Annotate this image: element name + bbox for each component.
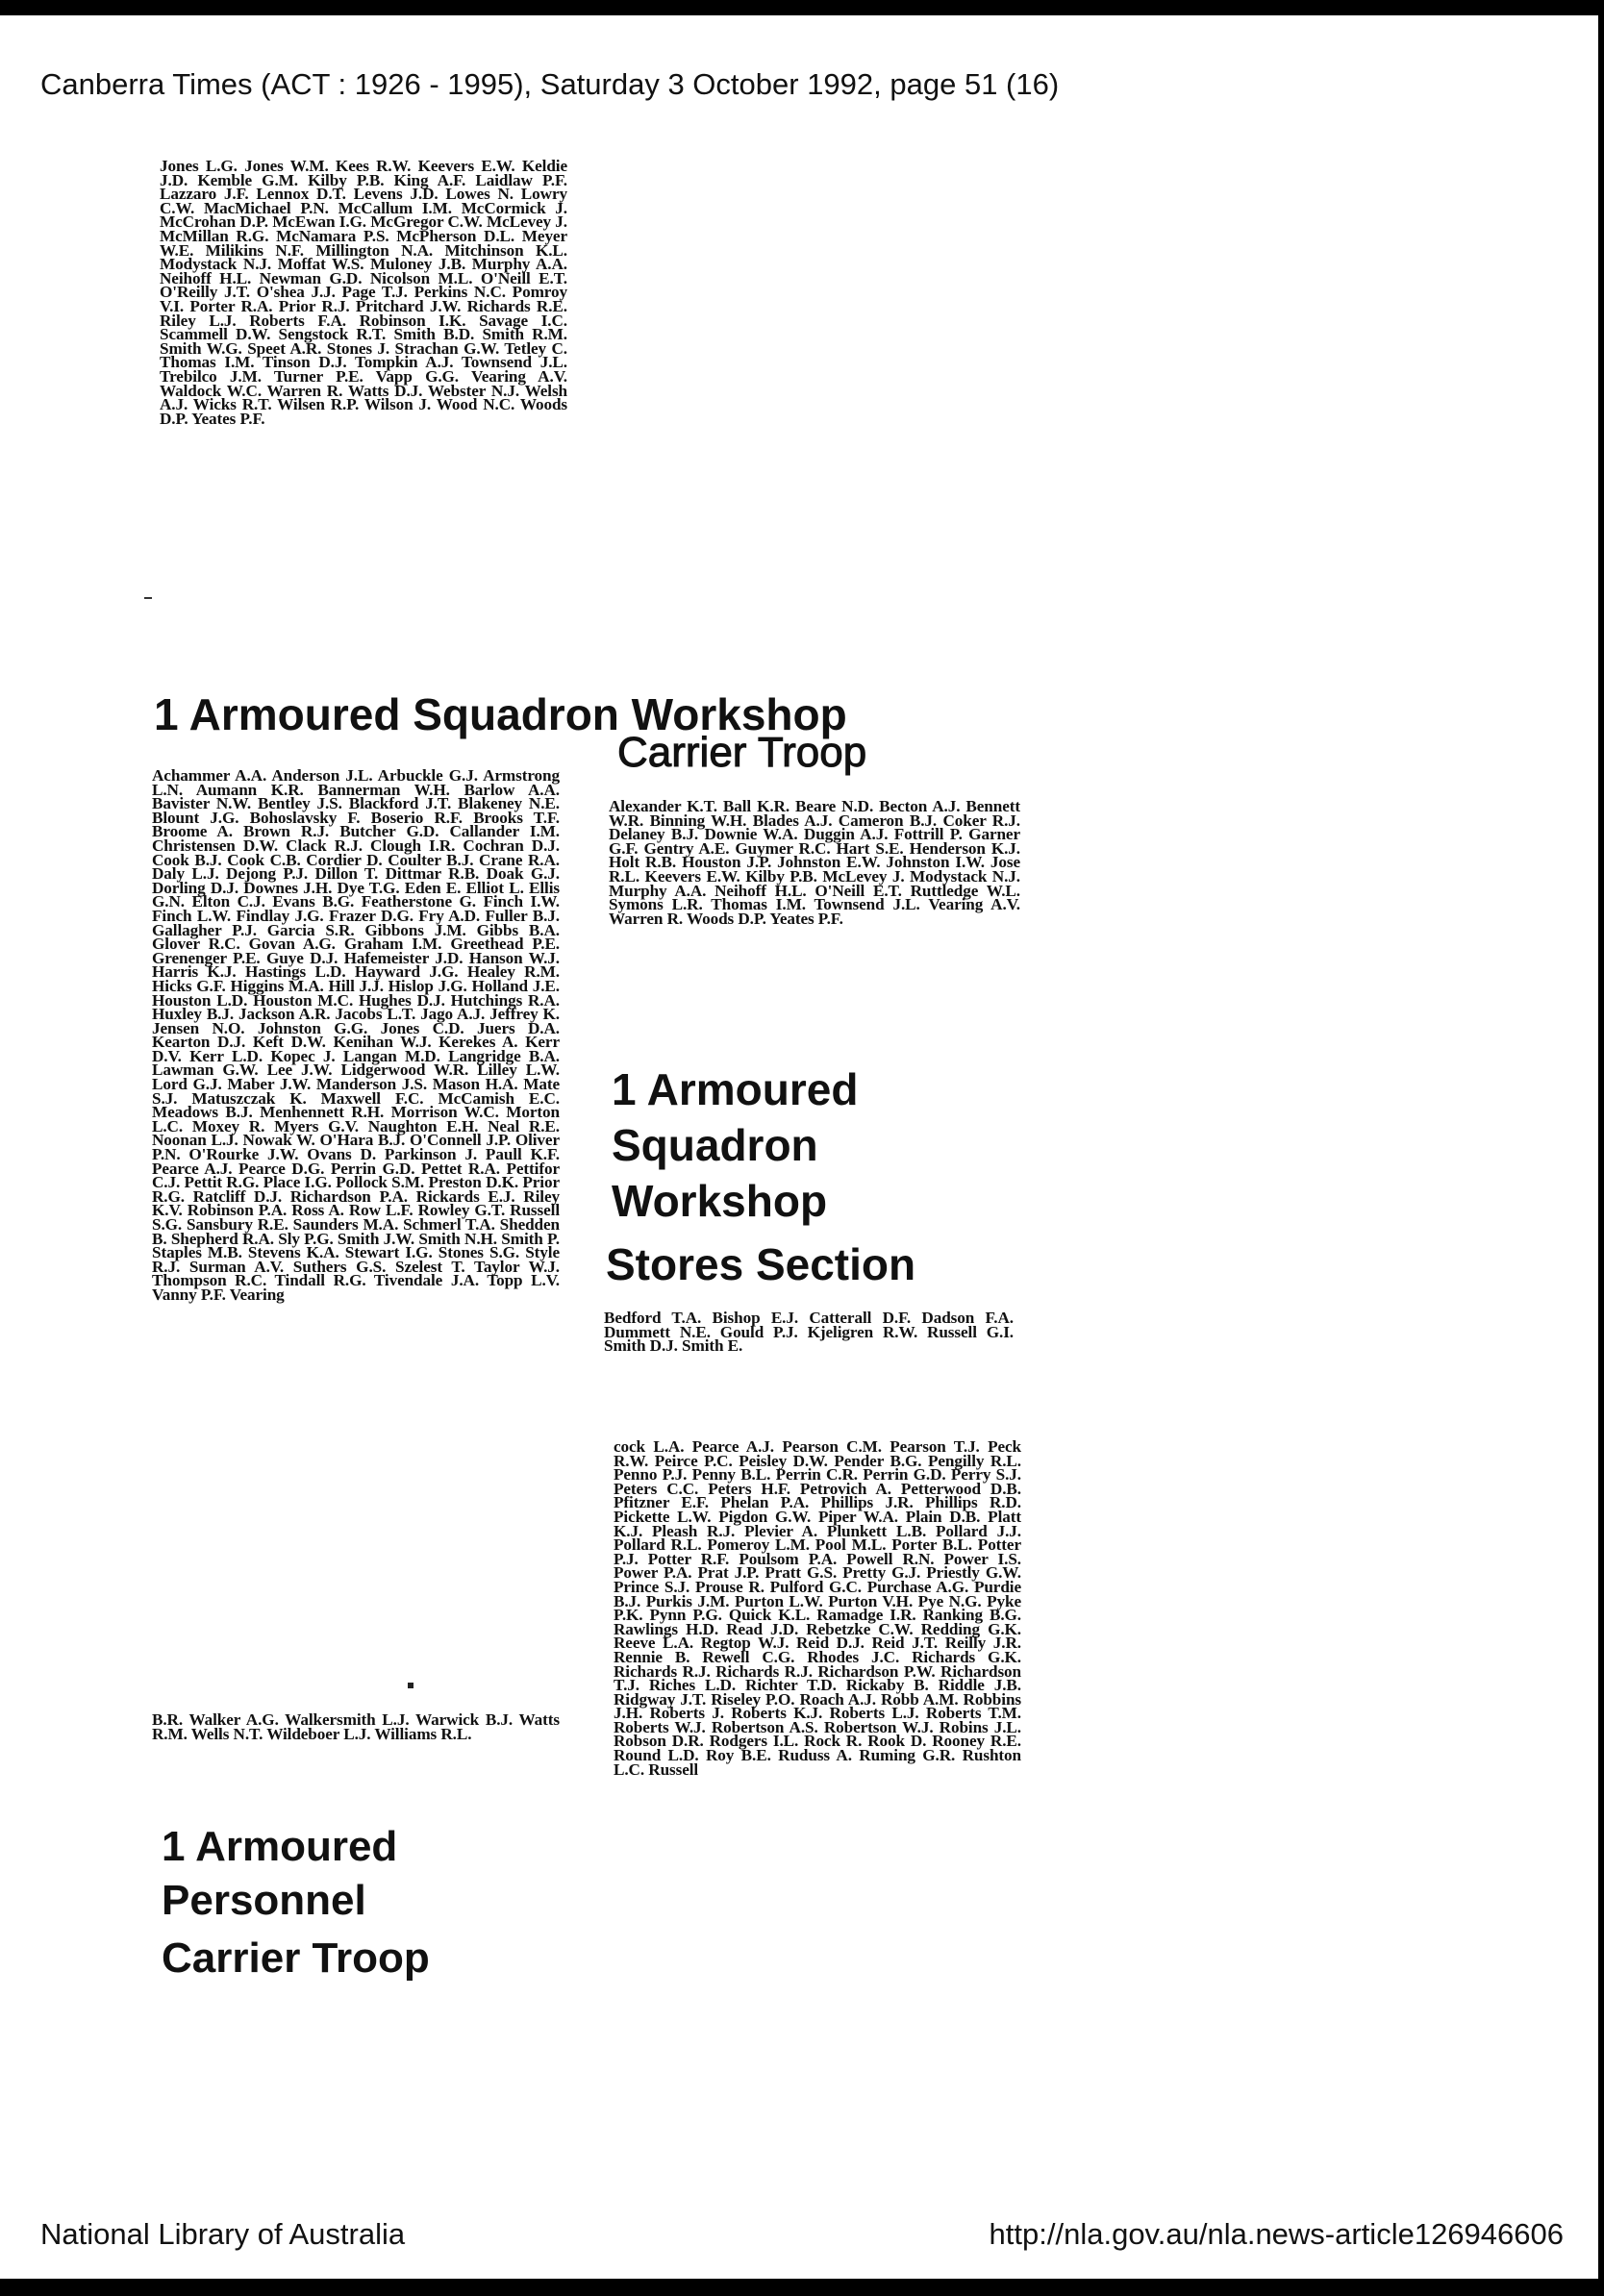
heading-carrier-troop-top: Carrier Troop [617,729,867,776]
column-mark [408,1683,414,1688]
heading-workshop: 1 Armoured Squadron Workshop [154,689,847,739]
footer-article-url[interactable]: http://nla.gov.au/nla.news-article126946606 [989,2217,1564,2251]
page-header: Canberra Times (ACT : 1926 - 1995), Saturday 3 October 1992, page 51 (16) [40,67,1060,101]
workshop-continued-list: B.R. Walker A.G. Walkersmith L.J. Warwick B.J. Watts R.M. Wells N.T. Wildeboer L.J. Williams R.L. [152,1710,560,1743]
heading-stores-line1: 1 Armoured [612,1064,859,1114]
heading-apc-line2: Personnel [162,1877,366,1924]
heading-stores-line4: Stores Section [606,1239,916,1289]
margin-dash [144,597,152,599]
carrier-name-list: Alexander K.T. Ball K.R. Beare N.D. Becton A.J. Bennett W.R. Binning W.H. Blades A.J. Cameron B.J. Coker R.J. Delaney B.J. Downie W.A. Duggin A.J. Fottrill P. Garner G.F. Gentry A.E. Guymer R.C. Hart S.E. Henderson K.J. Holt R.B. Houston J.P. Johnston E.W. Johnston I.W. Jose R.L. Keevers E.W. Kilby P.B. McLevey J. Modystack N.J. Murphy A.A. Neihoff H.L. O'Neill E.T. Ruttledge W.L. Symons L.R. Thomas I.M. Townsend J.L. Vearing A.V. Warren R. Woods D.P. Yeates P.F. [609,797,1020,928]
heading-stores-line3: Workshop [612,1176,828,1226]
stores-name-list: Bedford T.A. Bishop E.J. Catterall D.F. Dadson F.A. Dummett N.E. Gould P.J. Kjeligren R.W. Russell G.I. Smith D.J. Smith E. [604,1309,1014,1356]
right-name-list: cock L.A. Pearce A.J. Pearson C.M. Pearson T.J. Peck R.W. Peirce P.C. Peisley D.W. Pender B.G. Pengilly R.L. Penno P.J. Penny B.L. Perrin C.R. Perrin G.D. Perry S.J. Peters C.C. Peters H.F. Petrovich A. Petterwood D.B. Pfitzner E.F. Phelan P.A. Phillips J.R. Phillips R.D. Pickette L.W. Pigdon G.W. Piper W.A. Plain D.B. Platt K.J. Pleash R.J. Plevier A. Plunkett L.B. Pollard J.J. Pollard R.L. Pomeroy L.M. Pool M.L. Porter B.L. Potter P.J. Potter R.F. Poulsom P.A. Powell R.N. Power I.S. Power P.A. Prat J.P. Pratt G.S. Pretty G.J. Priestly G.W. Prince S.J. Prouse R. Pulford G.C. Purchase A.G. Purdie B.J. Purkis J.M. Purton L.W. Purton V.H. Pye N.G. Pyke P.K. Pynn P.G. Quick K.L. Ramadge I.R. Ranking B.G. Rawlings H.D. Read J.D. Rebetzke C.W. Redding G.K. Reeve L.A. Regtop W.J. Reid D.J. Reid J.T. Reilly J.R. Rennie B. Rewell C.G. Rhodes J.C. Richards G.K. Richards R.J. Richards R.J. Richardson P.W. Richardson T.J. Riches L.D. Richter T.D. Rickaby B. Riddle J.B. Ridgway J.T. Riseley P.O. Roach A.J. Robb A.M. Robbins J.H. Roberts J. Roberts K.J. Roberts L.J. Roberts T.M. Roberts W.J. Robertson A.S. Robertson W.J. Robins J.L. Robson D.R. Rodgers I.L. Rock R. Rook D. Rooney R.E. Round L.D. Roy B.E. Ruduss A. Ruming G.R. Rushton L.C. Russell [614,1437,1021,1779]
page [0,15,1598,2279]
heading-stores-line2: Squadron [612,1120,818,1170]
heading-apc-line3: Carrier Troop [162,1934,430,1982]
top-name-list: Jones L.G. Jones W.M. Kees R.W. Keevers E.W. Keldie J.D. Kemble G.M. Kilby P.B. King A.F. Laidlaw P.F. Lazzaro J.F. Lennox D.T. Levens J.D. Lowes N. Lowry C.W. MacMichael P.N. McCallum I.M. McCormick J. McCrohan D.P. McEwan I.G. McGregor C.W. McLevey J. McMillan R.G. McNamara P.S. McPherson D.L. Meyer W.E. Milikins N.F. Millington N.A. Mitchinson K.L. Modystack N.J. Moffat W.S. Muloney J.B. Murphy A.A. Neihoff H.L. Newman G.D. Nicolson M.L. O'Neill E.T. O'Reilly J.T. O'shea J.J. Page T.J. Perkins N.C. Pomroy V.I. Porter R.A. Prior R.J. Pritchard J.W. Richards R.E. Riley L.J. Roberts F.A. Robinson I.K. Savage I.C. Scammell D.W. Sengstock R.T. Smith B.D. Smith R.M. Smith W.G. Speet A.R. Stones J. Strachan G.W. Tetley C. Thomas I.M. Tinson D.J. Tompkin A.J. Townsend J.L. Trebilco J.M. Turner P.E. Vapp G.G. Vearing A.V. Waldock W.C. Warren R. Watts D.J. Webster N.J. Welsh A.J. Wicks R.T. Wilsen R.P. Wilson J. Wood N.C. Woods D.P. Yeates P.F. [160,157,567,428]
footer-library: National Library of Australia [40,2217,406,2251]
heading-apc-line1: 1 Armoured [162,1823,398,1870]
workshop-name-list: Achammer A.A. Anderson J.L. Arbuckle G.J. Armstrong L.N. Aumann K.R. Bannerman W.H. Barlow A.A. Bavister N.W. Bentley J.S. Blackford J.T. Blakeney N.E. Blount J.G. Bohoslavsky F. Boserio R.F. Brooks T.F. Broome A. Brown R.J. Butcher G.D. Callander I.M. Christensen D.W. Clack R.J. Clough I.R. Cochran D.J. Cook B.J. Cook C.B. Cordier D. Coulter B.J. Crane R.A. Daly L.J. Dejong P.J. Dillon T. Dittmar R.B. Doak G.J. Dorling D.J. Downes J.H. Dye T.G. Eden E. Elliot L. Ellis G.N. Elton C.J. Evans B.G. Featherstone G. Finch I.W. Finch L.W. Findlay J.G. Frazer D.G. Fry A.D. Fuller B.J. Gallagher P.J. Garcia S.R. Gibbons J.M. Gibbs B.A. Glover R.C. Govan A.G. Graham I.M. Greethead P.E. Grenenger P.E. Guye D.J. Hafemeister J.D. Hanson W.J. Harris K.J. Hastings L.D. Hayward J.G. Healey R.M. Hicks G.F. Higgins M.A. Hill J.J. Hislop J.G. Holland J.E. Houston L.D. Houston M.C. Hughes D.J. Hutchings R.A. Huxley B.J. Jackson A.R. Jacobs L.T. Jago A.J. Jeffrey K. Jensen N.O. Johnston G.G. Jones C.D. Juers D.A. Kearton D.J. Keft D.W. Kenihan W.J. Kerekes A. Kerr D.V. Kerr L.D. Kopec J. Langan M.D. Langridge B.A. Lawman G.W. Lee J.W. Lidgerwood W.R. Lilley L.W. Lord G.J. Maber J.W. Manderson J.S. Mason H.A. Mate S.J. Matuszczak K. Maxwell F.C. McCamish E.C. Meadows B.J. Menhennett R.H. Morrison W.C. Morton L.C. Moxey R. Myers G.V. Naughton E.H. Neal R.E. Noonan L.J. Nowak W. O'Hara B.J. O'Connell J.P. Oliver P.N. O'Rourke J.W. Ovans D. Parkinson J. Paull K.F. Pearce A.J. Pearce D.G. Perrin G.D. Pettet R.A. Pettifor C.J. Pettit R.G. Place I.G. Pollock S.M. Preston D.K. Prior R.G. Ratcliff D.J. Richardson P.A. Rickards E.J. Riley K.V. Robinson P.A. Ross A. Row L.F. Rowley G.T. Russell S.G. Sansbury R.E. Saunders M.A. Schmerl T.A. Shedden B. Shepherd R.A. Sly P.G. Smith J.W. Smith N.H. Smith P. Staples M.B. Stevens K.A. Stewart I.G. Stones S.G. Style R.J. Surman A.V. Suthers G.S. Szelest T. Taylor W.J. Thompson R.C. Tindall R.G. Tivendale J.A. Topp L.V. Vanny P.F. Vearing [152,766,560,1304]
